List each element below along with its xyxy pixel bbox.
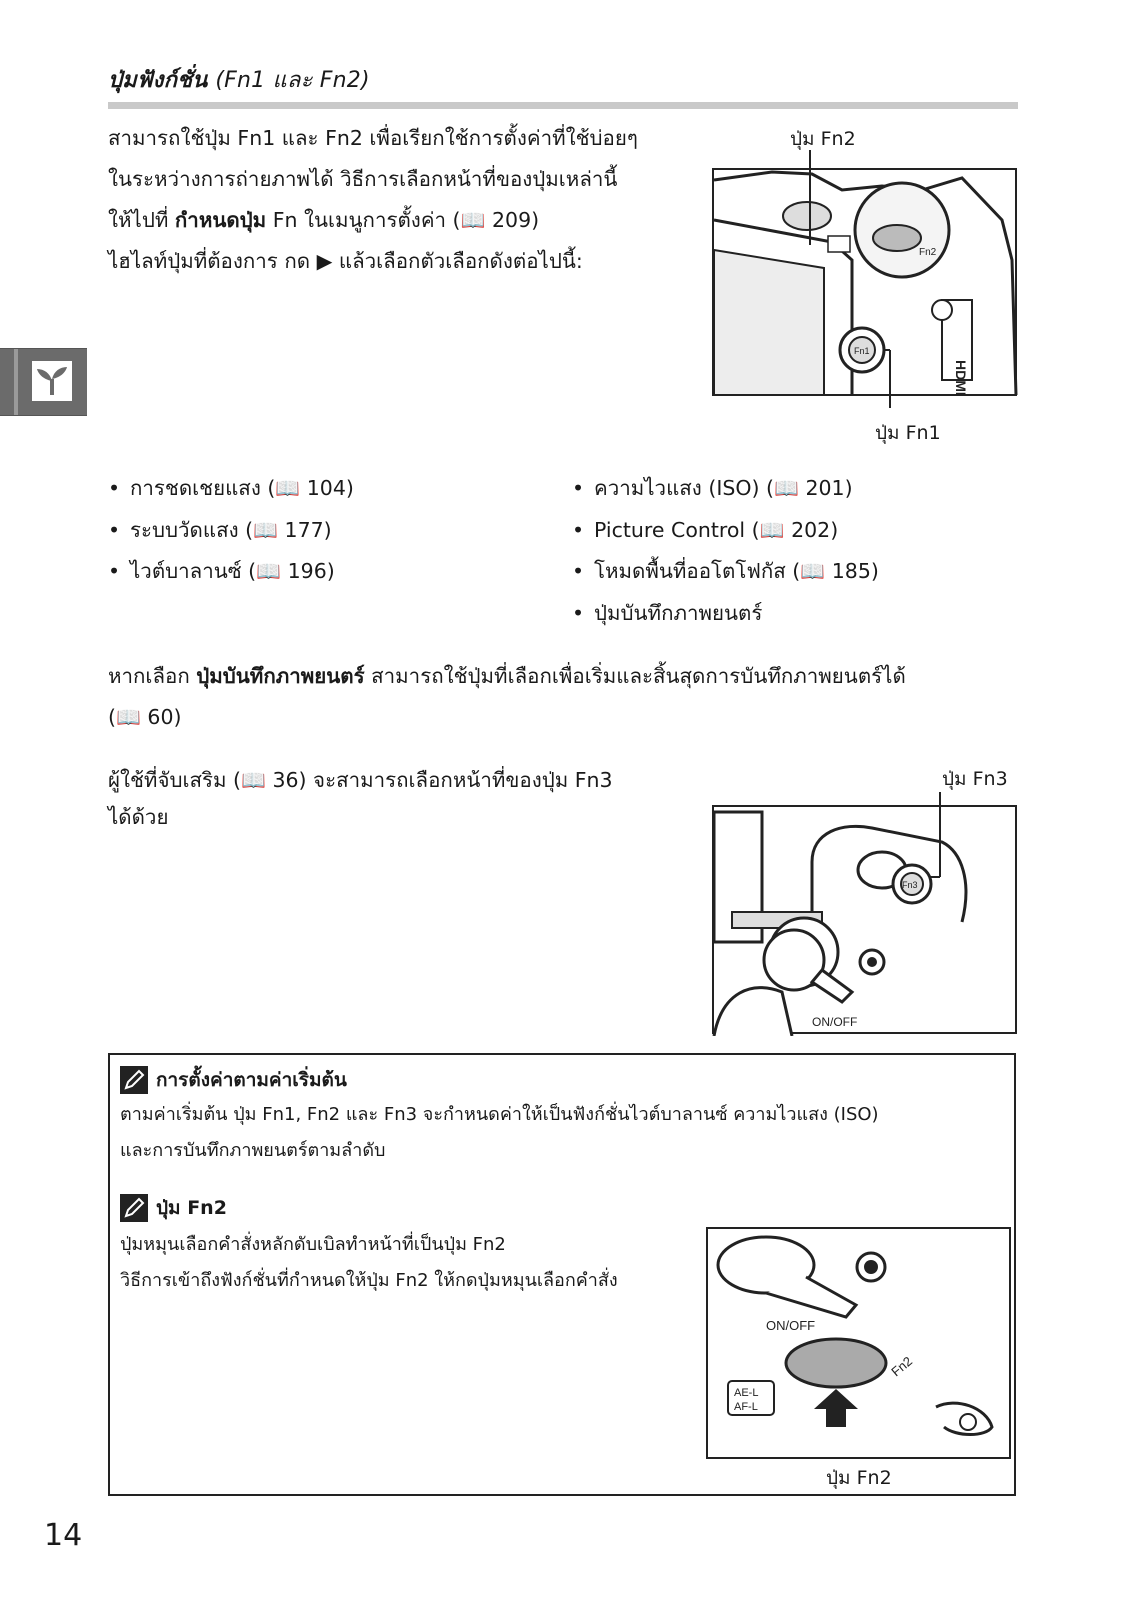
fn1-callout-label: ปุ่ม Fn1 xyxy=(875,422,941,444)
note1-title: การตั้งค่าตามค่าเริ่มต้น xyxy=(156,1069,347,1091)
movie-record-paragraph xyxy=(108,656,906,738)
on-off-label: ON/OFF xyxy=(766,1318,816,1333)
book-icon: 📖 xyxy=(774,476,799,500)
intro-page-ref: 209) xyxy=(485,208,540,232)
book-icon: 📖 xyxy=(275,476,301,500)
fn2-dial-label: Fn2 xyxy=(888,1353,916,1380)
note1-body xyxy=(120,1097,879,1169)
afl-label: AF-L xyxy=(734,1401,758,1413)
intro-line-4-a: ไฮไลท์ปุ่มที่ต้องการ กด xyxy=(108,249,317,273)
para3-line-2: ได้ด้วย xyxy=(108,805,169,829)
intro-line-3-b: Fn ในเมนูการตั้งค่า ( xyxy=(266,208,461,232)
grip-paragraph xyxy=(108,762,613,836)
note2-line-2: วิธีการเข้าถึงฟังก์ชั่นที่กำหนดให้ปุ่ม Fn2 ให้กดปุ่มหมุนเลือกคำสั่ง xyxy=(120,1270,618,1291)
chapter-tab xyxy=(0,348,87,416)
note1-line-2: และการบันทึกภาพยนตร์ตามลำดับ xyxy=(120,1140,386,1161)
book-icon: 📖 xyxy=(253,517,279,542)
book-icon: 📖 xyxy=(116,705,141,729)
para2-line-2: (📖 60) xyxy=(108,705,182,729)
ael-label: AE-L xyxy=(734,1387,759,1399)
chapter-tab-strip xyxy=(14,349,18,415)
note2-line-1: ปุ่มหมุนเลือกคำสั่งหลักดับเบิลทำหน้าที่เป็นปุ่ม Fn2 xyxy=(120,1234,506,1255)
book-icon: 📖 xyxy=(241,768,266,792)
note1-line-1: ตามค่าเริ่มต้น ปุ่ม Fn1, Fn2 และ Fn3 จะกำหนดค่าให้เป็นฟังก์ชั่นไวต์บาลานซ์ ความไวแสง (ISO) xyxy=(120,1104,879,1125)
camera-back-illustration xyxy=(712,150,1018,420)
svg-text:HDMI: HDMI xyxy=(953,360,969,396)
bullet-list-left xyxy=(108,468,354,593)
para2-line-1: หากเลือก ปุ่มบันทึกภาพยนตร์ สามารถใช้ปุ่มที่เลือกเพื่อเริ่มและสิ้นสุดการบันทึกภาพยนตร์ได้ xyxy=(108,664,906,688)
list-item: • ปุ่มบันทึกภาพยนตร์ xyxy=(572,593,879,635)
svg-text:Fn3: Fn3 xyxy=(902,880,918,890)
intro-menu-item: กำหนดปุ่ม xyxy=(174,208,267,232)
book-icon: 📖 xyxy=(759,517,785,542)
svg-text:Fn1: Fn1 xyxy=(854,346,870,356)
para3-line-1: ผู้ใช้ที่จับเสริม (📖 36) จะสามารถเลือกหน้าที่ของปุ่ม Fn3 xyxy=(108,768,613,792)
fn3-callout-label: ปุ่ม Fn3 xyxy=(942,768,1008,790)
fn2-callout-label: ปุ่ม Fn2 xyxy=(790,128,856,150)
section-title xyxy=(108,62,370,97)
book-icon: 📖 xyxy=(460,208,486,232)
bullet-list-right xyxy=(572,468,879,634)
intro-line-2: ในระหว่างการถ่ายภาพได้ วิธีการเลือกหน้าที่ของปุ่มเหล่านี้ xyxy=(108,167,618,191)
intro-line-3 xyxy=(108,200,638,241)
pencil-icon xyxy=(120,1194,148,1222)
command-dial-illustration xyxy=(706,1227,1012,1459)
book-icon: 📖 xyxy=(800,559,826,583)
intro-line-3-a: ให้ไปที่ xyxy=(108,208,175,232)
list-item: • ระบบวัดแสง (📖 177) xyxy=(108,510,354,552)
notes-box xyxy=(108,1053,1016,1496)
svg-text:Fn2: Fn2 xyxy=(919,247,937,258)
right-arrow-icon: ▶ xyxy=(316,249,333,273)
note2-title: ปุ่ม Fn2 xyxy=(156,1197,227,1219)
list-item: • Picture Control (📖 202) xyxy=(572,510,879,552)
sprout-icon xyxy=(32,361,72,401)
on-off-label: ON/OFF xyxy=(812,1015,858,1029)
note2-body xyxy=(120,1227,618,1299)
section-title-suffix: (Fn1 และ Fn2) xyxy=(215,68,370,93)
movie-record-option: ปุ่มบันทึกภาพยนตร์ xyxy=(196,664,365,688)
title-rule xyxy=(108,102,1018,109)
pencil-icon xyxy=(120,1066,148,1094)
page-number: 14 xyxy=(44,1518,83,1553)
camera-top-fn3-illustration xyxy=(712,792,1018,1036)
list-item: • ไวต์บาลานซ์ (📖 196) xyxy=(108,551,354,593)
intro-line-1: สามารถใช้ปุ่ม Fn1 และ Fn2 เพื่อเรียกใช้การตั้งค่าที่ใช้บ่อยๆ xyxy=(108,126,638,150)
note1-heading xyxy=(120,1065,347,1095)
book-icon: 📖 xyxy=(256,559,282,583)
intro-line-4 xyxy=(108,241,638,282)
note2-heading xyxy=(120,1193,227,1223)
intro-paragraph xyxy=(108,118,638,282)
section-title-text: ปุ่มฟังก์ชั่น xyxy=(108,68,208,93)
list-item: • ความไวแสง (ISO) (📖 201) xyxy=(572,468,879,510)
intro-line-4-b: แล้วเลือกตัวเลือกดังต่อไปนี้: xyxy=(332,249,583,273)
list-item: • โหมดพื้นที่ออโตโฟกัส (📖 185) xyxy=(572,551,879,593)
list-item: • การชดเชยแสง (📖 104) xyxy=(108,468,354,510)
fn2-dial-caption: ปุ่ม Fn2 xyxy=(826,1467,892,1489)
